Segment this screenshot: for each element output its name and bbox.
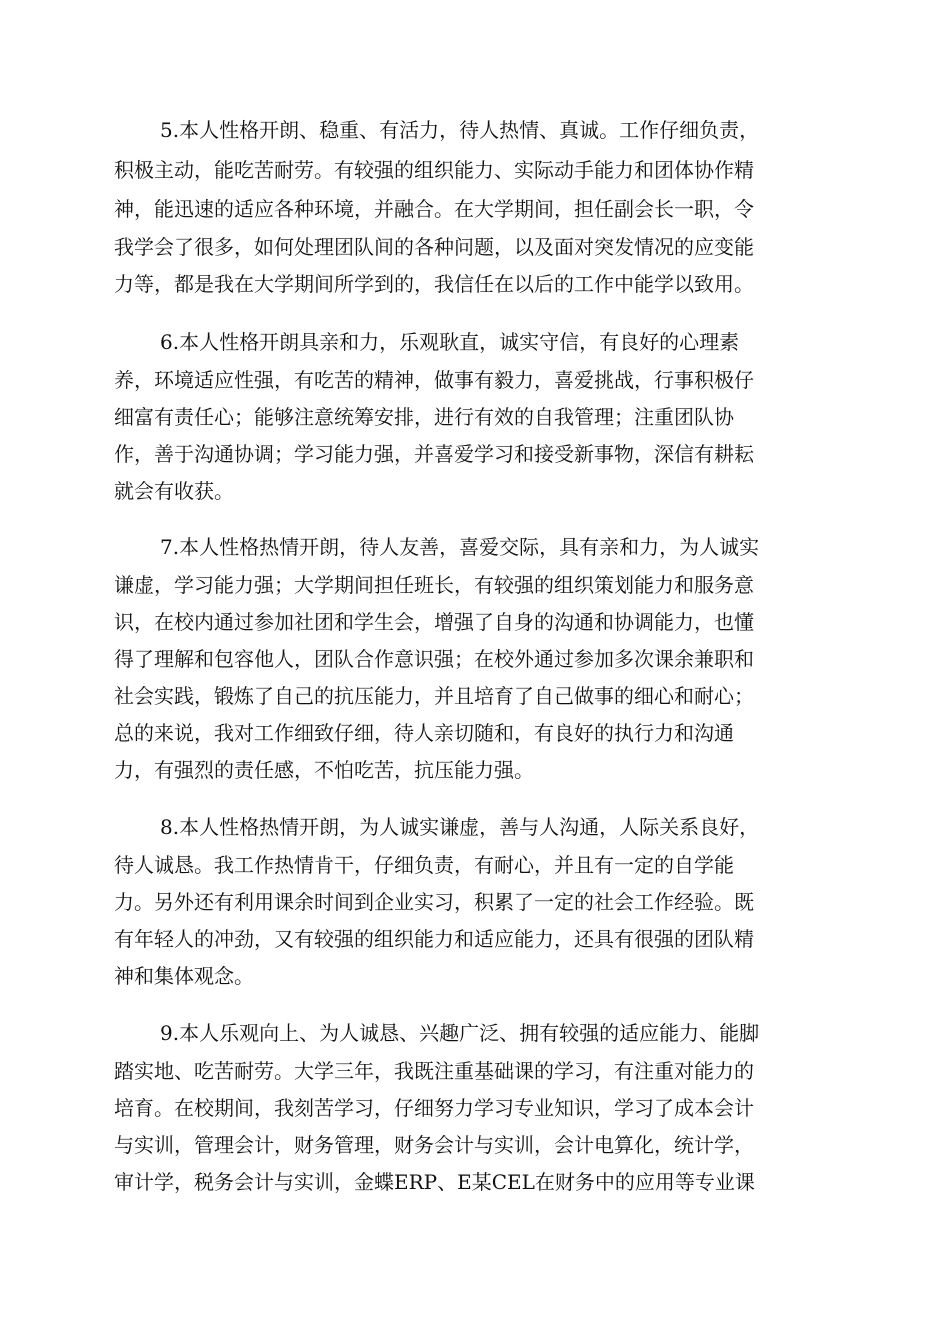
paragraph-6-line-5: 就会有收获。 [114,479,234,503]
paragraph-7-line-1: 7.本人性格热情开朗，待人友善，喜爱交际，具有亲和力，为人诚实 [160,535,760,559]
paragraph-7-line-4: 得了理解和包容他人，团队合作意识强；在校外通过参加多次课余兼职和 [114,647,754,671]
paragraph-7-line-2: 谦虚，学习能力强；大学期间担任班长，有较强的组织策划能力和服务意 [114,573,754,597]
paragraph-5-line-5: 力等，都是我在大学期间所学到的，我信任在以后的工作中能学以致用。 [114,272,754,296]
paragraph-5-line-1: 5.本人性格开朗、稳重、有活力，待人热情、真诚。工作仔细负责， [160,118,760,142]
paragraph-9-line-5: 审计学，税务会计与实训，金蝶ERP、E某CEL在财务中的应用等专业课 [114,1170,755,1194]
paragraph-6-line-2: 养，环境适应性强，有吃苦的精神，做事有毅力，喜爱挑战，行事积极仔 [114,368,754,392]
paragraph-8-line-2: 待人诚恳。我工作热情肯干，仔细负责，有耐心，并且有一定的自学能 [114,853,734,877]
paragraph-7-line-7: 力，有强烈的责任感，不怕吃苦，抗压能力强。 [114,758,534,782]
paragraph-9-line-4: 与实训，管理会计，财务管理，财务会计与实训，会计电算化，统计学， [114,1133,754,1157]
paragraph-7-line-3: 识，在校内通过参加社团和学生会，增强了自身的沟通和协调能力，也懂 [114,610,754,634]
paragraph-8-line-5: 神和集体观念。 [114,964,254,988]
paragraph-6-line-4: 作，善于沟通协调；学习能力强，并喜爱学习和接受新事物，深信有耕耘 [114,442,754,466]
paragraph-5-line-4: 我学会了很多，如何处理团队间的各种问题，以及面对突发情况的应变能 [114,235,754,259]
paragraph-8-line-3: 力。另外还有利用课余时间到企业实习，积累了一定的社会工作经验。既 [114,890,754,914]
paragraph-5-line-2: 积极主动，能吃苦耐劳。有较强的组织能力、实际动手能力和团体协作精 [114,158,754,182]
paragraph-5-line-3: 神，能迅速的适应各种环境，并融合。在大学期间，担任副会长一职，令 [114,197,754,221]
paragraph-6-line-3: 细富有责任心；能够注意统筹安排，进行有效的自我管理；注重团队协 [114,405,734,429]
paragraph-9-line-3: 培育。在校期间，我刻苦学习，仔细努力学习专业知识，学习了成本会计 [114,1096,754,1120]
paragraph-7-line-6: 总的来说，我对工作细致仔细，待人亲切随和，有良好的执行力和沟通 [114,721,734,745]
paragraph-7-line-5: 社会实践，锻炼了自己的抗压能力，并且培育了自己做事的细心和耐心； [114,684,754,708]
paragraph-8-line-1: 8.本人性格热情开朗，为人诚实谦虚，善与人沟通，人际关系良好， [160,815,760,839]
paragraph-9-line-2: 踏实地、吃苦耐劳。大学三年，我既注重基础课的学习，有注重对能力的 [114,1059,754,1083]
paragraph-8-line-4: 有年轻人的冲劲，又有较强的组织能力和适应能力，还具有很强的团队精 [114,927,754,951]
paragraph-9-line-1: 9.本人乐观向上、为人诚恳、兴趣广泛、拥有较强的适应能力、能脚 [160,1021,760,1045]
paragraph-6-line-1: 6.本人性格开朗具亲和力，乐观耿直，诚实守信，有良好的心理素 [160,330,740,354]
